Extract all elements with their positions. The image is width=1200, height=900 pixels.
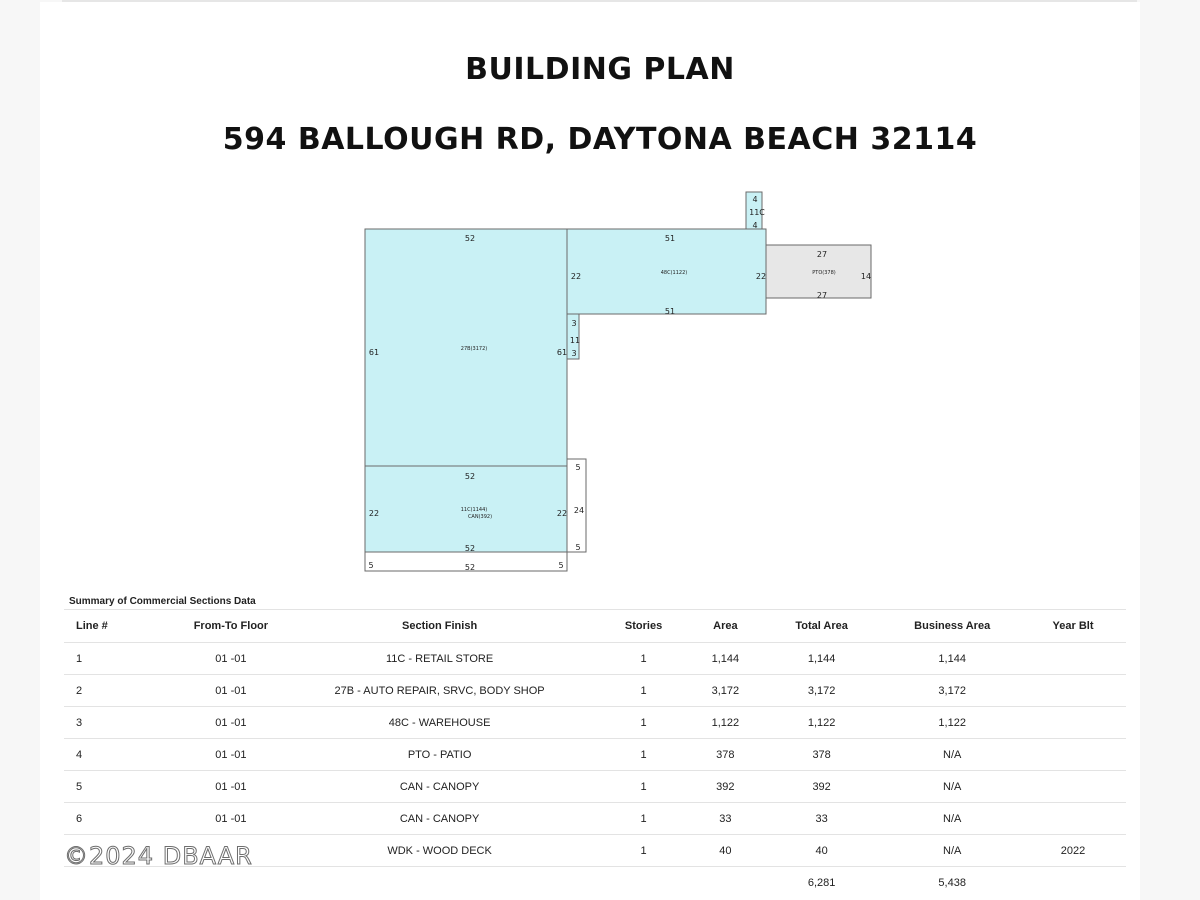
cell-finish: WDK - WOOD DECK xyxy=(284,835,595,867)
dim-27b-left: 61 xyxy=(368,348,380,357)
table-row xyxy=(64,771,1126,803)
cell-business-area: N/A xyxy=(884,835,1020,867)
dim-pto-bottom: 27 xyxy=(816,291,828,300)
cell-year-built xyxy=(1020,707,1126,739)
dim-wdk-top: 4 xyxy=(752,195,758,204)
table-row xyxy=(64,707,1126,739)
cell-floor: 01 -01 xyxy=(178,707,284,739)
cell-total-area: 3,172 xyxy=(759,675,884,707)
cell-stories: 1 xyxy=(595,675,692,707)
summary-title: Summary of Commercial Sections Data xyxy=(69,596,256,607)
cell-stories: 1 xyxy=(595,707,692,739)
dim-strip-bottom-right: 5 xyxy=(558,561,564,570)
cell-area: 33 xyxy=(692,803,759,835)
dim-27b-right: 61 xyxy=(556,348,568,357)
cell-finish: 11C - RETAIL STORE xyxy=(284,643,595,675)
cell-finish: CAN - CANOPY xyxy=(284,771,595,803)
dim-strip-bottom-mid: 52 xyxy=(464,563,476,572)
cell-floor: 01 -01 xyxy=(178,675,284,707)
dim-strip-right-mid: 24 xyxy=(573,506,585,515)
cell-year-built xyxy=(1020,803,1126,835)
col-business-area: Business Area xyxy=(884,610,1020,643)
col-year-built: Year Blt xyxy=(1020,610,1126,643)
cell-area: 1,122 xyxy=(692,707,759,739)
col-floor: From-To Floor xyxy=(178,610,284,643)
dim-wdk-bottom: 4 xyxy=(752,221,758,230)
table-row xyxy=(64,675,1126,707)
cell-year-built: 2022 xyxy=(1020,835,1126,867)
cell-area: 40 xyxy=(692,835,759,867)
cell-year-built xyxy=(1020,739,1126,771)
cell-line: 1 xyxy=(64,643,178,675)
cell-total-area: 378 xyxy=(759,739,884,771)
cell-area: 378 xyxy=(692,739,759,771)
cell-floor: 01 -01 xyxy=(178,739,284,771)
table-row xyxy=(64,643,1126,675)
cell-business-area: 3,172 xyxy=(884,675,1020,707)
dim-48c-right: 22 xyxy=(755,272,767,281)
total-area-sum: 6,281 xyxy=(759,867,884,899)
dim-11c-top: 52 xyxy=(464,472,476,481)
code-48c: 48C(1122) xyxy=(660,270,688,276)
dim-48c-top: 51 xyxy=(664,234,676,243)
cell-floor: 01 -01 xyxy=(178,803,284,835)
cell-year-built xyxy=(1020,643,1126,675)
cell-floor: 01 -01 xyxy=(178,771,284,803)
dim-11c-bottom: 52 xyxy=(464,544,476,553)
copyright-watermark: ©2024 DBAAR xyxy=(64,842,253,870)
cell-area: 3,172 xyxy=(692,675,759,707)
cell-line: 3 xyxy=(64,707,178,739)
cell-business-area: 1,144 xyxy=(884,643,1020,675)
table-row xyxy=(64,739,1126,771)
cell-business-area: N/A xyxy=(884,771,1020,803)
dim-pto-right: 14 xyxy=(860,272,872,281)
cell-finish: CAN - CANOPY xyxy=(284,803,595,835)
property-address: 594 BALLOUGH RD, DAYTONA BEACH 32114 xyxy=(222,122,978,157)
cell-stories: 1 xyxy=(595,643,692,675)
col-stories: Stories xyxy=(595,610,692,643)
col-finish: Section Finish xyxy=(284,610,595,643)
table-header-row xyxy=(64,610,1126,643)
col-line: Line # xyxy=(64,610,178,643)
cell-business-area: N/A xyxy=(884,739,1020,771)
cell-total-area: 1,122 xyxy=(759,707,884,739)
code-27b: 27B(3172) xyxy=(460,346,488,352)
cell-business-area: N/A xyxy=(884,803,1020,835)
cell-year-built xyxy=(1020,771,1126,803)
table-row xyxy=(64,803,1126,835)
dim-strip-bottom-left: 5 xyxy=(368,561,374,570)
dim-48c-bottom: 51 xyxy=(664,307,676,316)
cell-line: 5 xyxy=(64,771,178,803)
dim-can-small-bottom: 3 xyxy=(571,349,577,358)
totals-row xyxy=(64,867,1126,899)
cell-total-area: 1,144 xyxy=(759,643,884,675)
dim-11c-right: 22 xyxy=(556,509,568,518)
business-area-sum: 5,438 xyxy=(884,867,1020,899)
code-can: CAN(392) xyxy=(467,514,493,520)
col-total-area: Total Area xyxy=(759,610,884,643)
dim-can-small-mid: 11 xyxy=(569,336,581,345)
code-wdk: 11C xyxy=(749,208,765,217)
dim-can-small-top: 3 xyxy=(571,319,577,328)
col-area: Area xyxy=(692,610,759,643)
cell-finish: 27B - AUTO REPAIR, SRVC, BODY SHOP xyxy=(284,675,595,707)
dim-11c-left: 22 xyxy=(368,509,380,518)
cell-finish: 48C - WAREHOUSE xyxy=(284,707,595,739)
dim-48c-left: 22 xyxy=(570,272,582,281)
code-pto: PTO(378) xyxy=(812,270,836,276)
cell-floor: 01 -01 xyxy=(178,643,284,675)
cell-year-built xyxy=(1020,675,1126,707)
cell-area: 1,144 xyxy=(692,643,759,675)
cell-total-area: 40 xyxy=(759,835,884,867)
dim-strip-right-bottom: 5 xyxy=(575,543,581,552)
dim-pto-top: 27 xyxy=(816,250,828,259)
cell-stories: 1 xyxy=(595,739,692,771)
cell-area: 392 xyxy=(692,771,759,803)
cell-line: 4 xyxy=(64,739,178,771)
cell-stories: 1 xyxy=(595,803,692,835)
cell-total-area: 33 xyxy=(759,803,884,835)
page-title: BUILDING PLAN xyxy=(465,52,735,87)
code-11c: 11C(1144) xyxy=(460,507,488,513)
cell-business-area: 1,122 xyxy=(884,707,1020,739)
cell-total-area: 392 xyxy=(759,771,884,803)
cell-line: 6 xyxy=(64,803,178,835)
cell-stories: 1 xyxy=(595,835,692,867)
dim-27b-top: 52 xyxy=(464,234,476,243)
cell-finish: PTO - PATIO xyxy=(284,739,595,771)
cell-stories: 1 xyxy=(595,771,692,803)
dim-strip-right-top: 5 xyxy=(575,463,581,472)
cell-line: 2 xyxy=(64,675,178,707)
